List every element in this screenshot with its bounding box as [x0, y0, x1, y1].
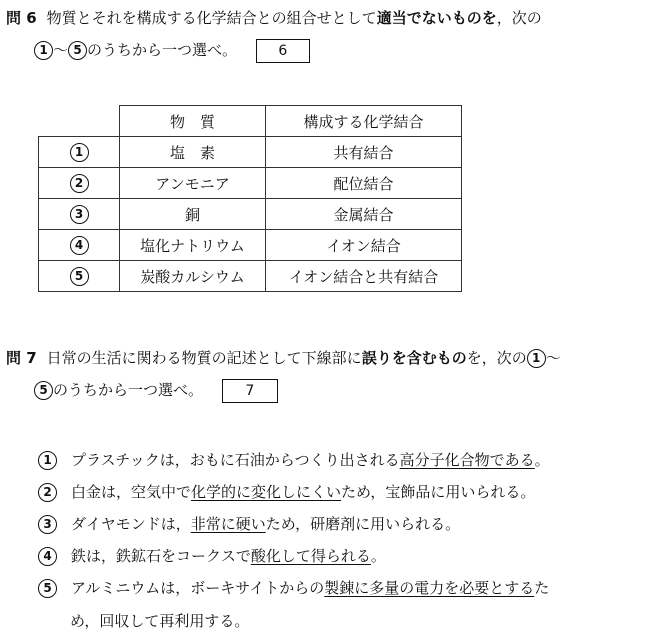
question-7-line1 — [6, 342, 561, 374]
choice-marker: 4 — [38, 547, 57, 566]
table-header-row — [39, 106, 462, 137]
question-7-text-a: 日常の生活に関わる物質の記述として下線部に — [46, 349, 362, 367]
question-6-line1 — [6, 2, 542, 34]
table-row — [39, 261, 462, 292]
row-number-cell — [39, 137, 120, 168]
option-underlined-text: 製錬に多量の電力を必要とする — [324, 579, 535, 597]
choice-marker: 2 — [38, 483, 57, 502]
bond-cell: 共有結合 — [266, 137, 462, 168]
choice-marker: 3 — [38, 515, 57, 534]
question-6-line2 — [6, 34, 542, 66]
question-6-text-a: 物質とそれを構成する化学結合との組合せとして — [46, 9, 377, 27]
choice-marker: 5 — [38, 579, 57, 598]
row-number-cell — [39, 168, 120, 199]
bond-cell: イオン結合 — [266, 230, 462, 261]
question-6-emphasis: 適当でないものを — [376, 9, 497, 27]
answer-box-7[interactable]: 7 — [222, 379, 278, 403]
range-separator: 〜 — [53, 41, 69, 59]
answer-box-6[interactable]: 6 — [256, 39, 310, 63]
option-text-pre: ダイヤモンドは， — [71, 515, 191, 533]
bond-cell: 配位結合 — [266, 168, 462, 199]
option-text-pre: アルミニウムは，ボーキサイトからの — [71, 579, 325, 597]
option-2[interactable] — [38, 482, 535, 502]
question-6-text-b: ，次の — [496, 9, 542, 27]
choice-marker: 5 — [70, 267, 89, 286]
option-5-continuation: め，回収して再利用する。 — [70, 612, 250, 630]
question-7-line2 — [6, 374, 561, 406]
question-6-line2-text: のうちから一つ選べ。 — [87, 41, 238, 59]
table-row — [39, 168, 462, 199]
question-7 — [6, 342, 561, 406]
question-6 — [6, 2, 542, 66]
question-6-number: 問 6 — [6, 9, 37, 27]
option-underlined-text: 化学的に変化しにくい — [191, 483, 342, 501]
range-separator: 〜 — [545, 349, 561, 367]
option-3[interactable] — [38, 514, 460, 534]
option-text-post: た — [534, 579, 550, 597]
question-7-number: 問 7 — [6, 349, 37, 367]
option-text-post: 。 — [534, 451, 550, 469]
header-bond: 構成する化学結合 — [266, 106, 462, 137]
option-1[interactable] — [38, 450, 550, 470]
option-text-pre: 白金は，空気中で — [71, 483, 192, 501]
row-number-cell — [39, 261, 120, 292]
row-number-cell — [39, 230, 120, 261]
choice-marker: 1 — [38, 451, 57, 470]
table-row — [39, 199, 462, 230]
bond-cell: イオン結合と共有結合 — [266, 261, 462, 292]
choice-marker: 3 — [70, 205, 89, 224]
choice-marker: 4 — [70, 236, 89, 255]
substance-cell: アンモニア — [120, 168, 266, 199]
substance-cell: 塩 素 — [120, 137, 266, 168]
option-4[interactable] — [38, 546, 386, 566]
range-start-marker: 1 — [527, 349, 546, 368]
question-7-line2-text: のうちから一つ選べ。 — [53, 381, 204, 399]
option-text-post: 。 — [370, 547, 386, 565]
header-substance: 物 質 — [120, 106, 266, 137]
substance-cell: 銅 — [120, 199, 266, 230]
choice-marker: 2 — [70, 174, 89, 193]
option-underlined-text: 高分子化合物である — [399, 451, 535, 469]
question-7-text-b: を，次の — [466, 349, 527, 367]
bond-cell: 金属結合 — [266, 199, 462, 230]
choice-marker: 1 — [70, 143, 89, 162]
table-corner — [39, 106, 120, 137]
substance-cell: 炭酸カルシウム — [120, 261, 266, 292]
range-start-marker: 1 — [34, 41, 53, 60]
option-underlined-text: 非常に硬い — [190, 515, 266, 533]
option-text-pre: プラスチックは，おもに石油からつくり出される — [71, 451, 400, 469]
option-text-pre: 鉄は，鉄鉱石をコークスで — [71, 547, 251, 565]
table-row — [39, 230, 462, 261]
substance-cell: 塩化ナトリウム — [120, 230, 266, 261]
range-end-marker: 5 — [68, 41, 87, 60]
option-text-post: ため，宝飾品に用いられる。 — [341, 483, 536, 501]
table-row — [39, 137, 462, 168]
row-number-cell — [39, 199, 120, 230]
option-underlined-text: 酸化して得られる — [250, 547, 371, 565]
range-end-marker: 5 — [34, 381, 53, 400]
substance-bond-table — [38, 105, 462, 292]
option-5[interactable] — [38, 578, 549, 598]
option-text-post: ため，研磨剤に用いられる。 — [265, 515, 461, 533]
question-7-emphasis: 誤りを含むもの — [361, 349, 467, 367]
